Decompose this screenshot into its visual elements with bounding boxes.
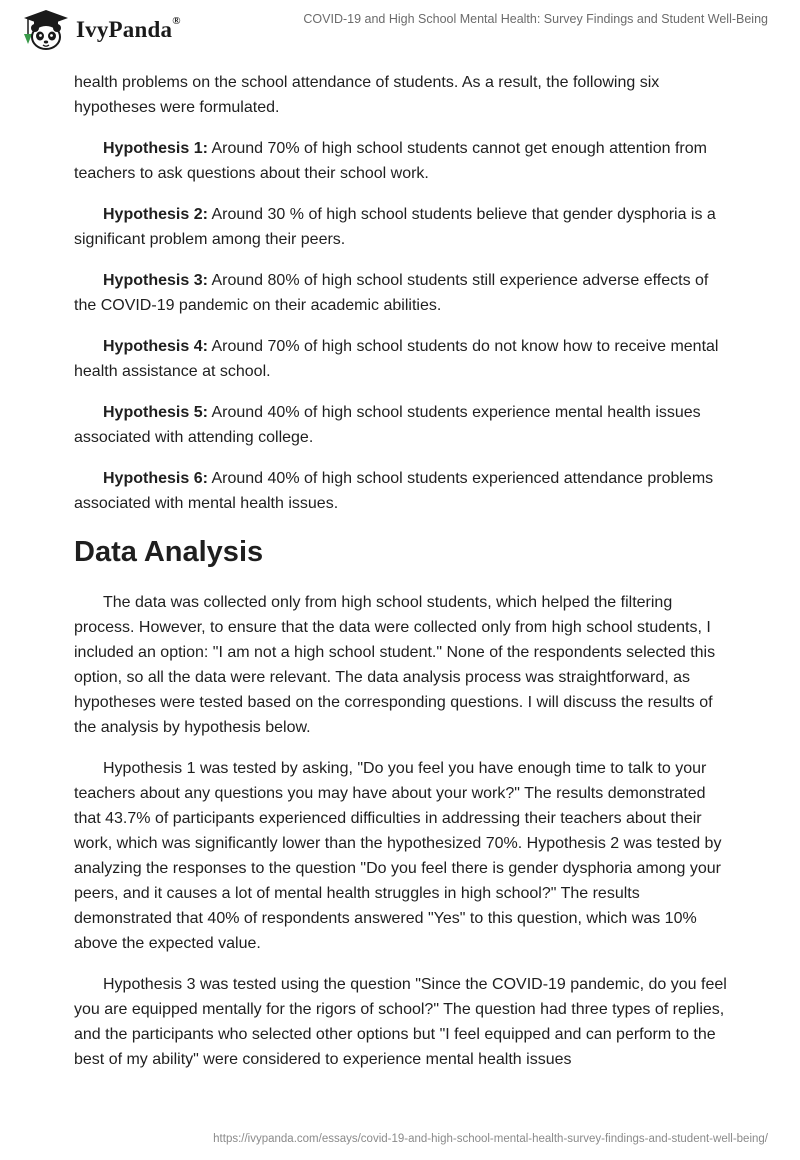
hypothesis-6 bbox=[74, 466, 734, 516]
document-title: COVID-19 and High School Mental Health: Survey Findings and Student Well-Being bbox=[303, 12, 768, 26]
section-heading: Data Analysis bbox=[74, 536, 264, 568]
logo-wordmark: IvyPanda® bbox=[76, 15, 181, 42]
hypothesis-label: Hypothesis 2: bbox=[103, 206, 208, 223]
body-paragraph: Hypothesis 3 was tested using the question "Since the COVID-19 pandemic, do you feel you are equipped mentally for the rigors of school?" The question had three types of replies, and the participants who selected other options but "I feel equipped and can perform to the best of my ability" were considered to experience mental health issues bbox=[74, 976, 727, 1068]
hypothesis-text: Around 30 % of high school students believe that gender dysphoria is a significant problem among their peers. bbox=[74, 206, 716, 248]
hypothesis-text: Around 70% of high school students cannot get enough attention from teachers to ask questions about their school work. bbox=[74, 140, 707, 182]
hypothesis-label: Hypothesis 4: bbox=[103, 338, 208, 355]
hypothesis-label: Hypothesis 5: bbox=[103, 404, 208, 421]
body-paragraph: Hypothesis 1 was tested by asking, "Do you feel you have enough time to talk to your teachers about any questions you may have about your work?" The results demonstrated that 43.7% of participants experienced difficulties in addressing their teachers about their work, which was significantly lower than the hypothesized 70%. Hypothesis 2 was tested by analyzing the responses to the question "Do you feel there is gender dysphoria among your peers, and it causes a lot of mental health struggles in high school?" The results demonstrated that 40% of respondents answered "Yes" to this question, which was 10% above the expected value. bbox=[74, 760, 722, 952]
hypothesis-label: Hypothesis 3: bbox=[103, 272, 208, 289]
hypothesis-2 bbox=[74, 202, 734, 252]
hypothesis-1 bbox=[74, 136, 734, 186]
hypothesis-text: Around 70% of high school students do not know how to receive mental health assistance at school. bbox=[74, 338, 719, 380]
intro-paragraph: health problems on the school attendance of students. As a result, the following six hypotheses were formulated. bbox=[74, 74, 660, 116]
hypothesis-3 bbox=[74, 268, 734, 318]
source-url[interactable]: https://ivypanda.com/essays/covid-19-and-high-school-mental-health-survey-findings-and-student-well-being/ bbox=[213, 1133, 768, 1145]
hypothesis-label: Hypothesis 6: bbox=[103, 470, 208, 487]
hypothesis-text: Around 40% of high school students experienced attendance problems associated with mental health issues. bbox=[74, 470, 714, 512]
ivypanda-logo[interactable] bbox=[14, 8, 181, 52]
hypothesis-text: Around 80% of high school students still experience adverse effects of the COVID-19 pandemic on their academic abilities. bbox=[74, 272, 709, 314]
hypothesis-label: Hypothesis 1: bbox=[103, 140, 208, 157]
page-header bbox=[0, 0, 800, 70]
hypothesis-text: Around 40% of high school students experience mental health issues associated with attending college. bbox=[74, 404, 701, 446]
hypothesis-5 bbox=[74, 400, 734, 450]
essay-body bbox=[74, 70, 734, 1088]
hypothesis-4 bbox=[74, 334, 734, 384]
body-paragraph: The data was collected only from high school students, which helped the filtering process. However, to ensure that the data were collected only from high school students, I included an option: "I am not a high school student." None of the respondents selected this option, so all the data were relevant. The data analysis process was straightforward, as hypotheses were tested based on the corresponding questions. I will discuss the results of the analysis by hypothesis below. bbox=[74, 594, 716, 736]
panda-graduate-icon bbox=[14, 8, 72, 52]
